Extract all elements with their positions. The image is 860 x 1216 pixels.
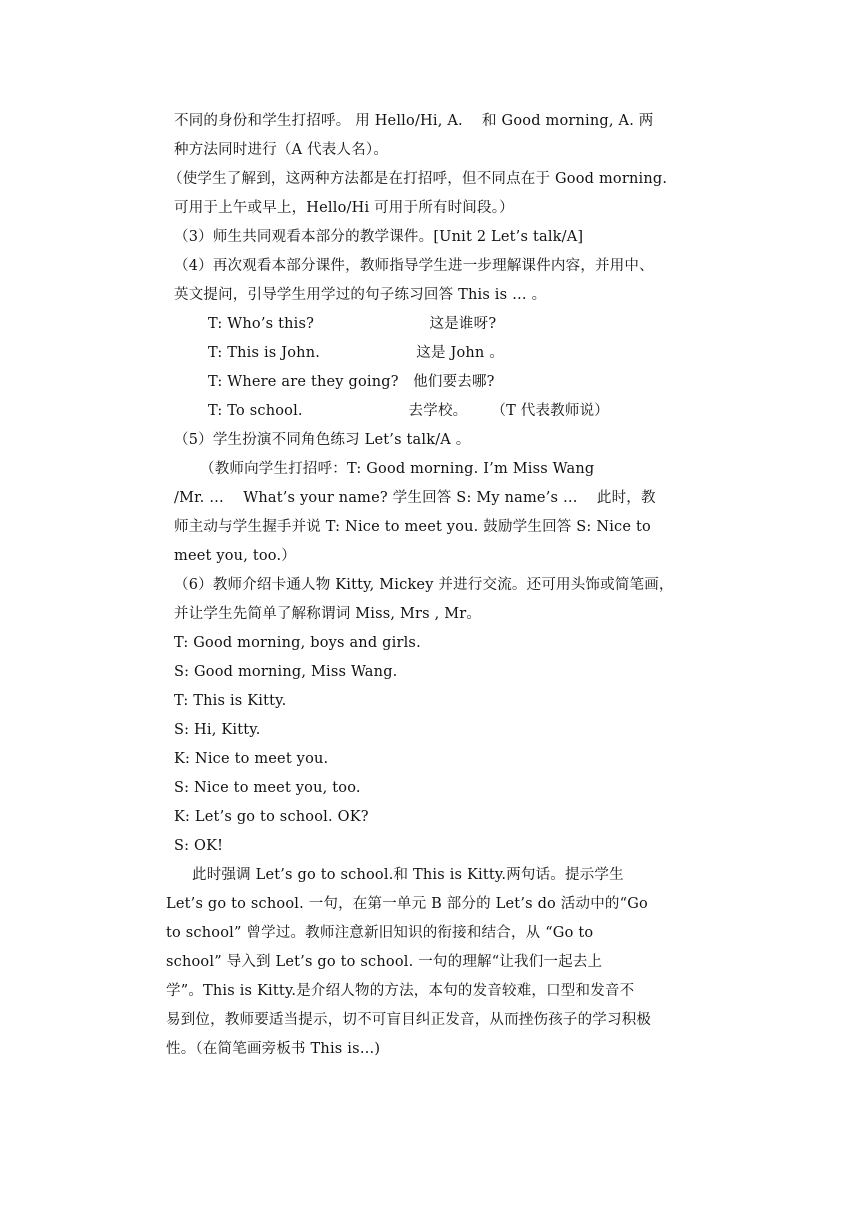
text-line: （教师向学生打招呼：T: Good morning. I’m Miss Wang <box>200 461 595 477</box>
dialogue-line: K: Let’s go to school. OK? <box>174 809 369 825</box>
text-line: （4）再次观看本部分课件，教师指导学生进一步理解课件内容，并用中、 <box>174 258 654 274</box>
dialogue-line: K: Nice to meet you. <box>174 751 329 767</box>
text-line: （使学生了解到，这两种方法都是在打招呼，但不同点在于 Good morning. <box>168 171 668 187</box>
text-line: 并让学生先简单了解称谓词 Miss, Mrs , Mr。 <box>174 606 482 622</box>
dialogue-line: T: Where are they going? 他们要去哪? <box>208 374 495 390</box>
dialogue-line: S: Hi, Kitty. <box>174 722 261 738</box>
text-line: 英文提问，引导学生用学过的句子练习回答 This is … 。 <box>174 287 547 303</box>
text-line: 学”。This is Kitty.是介绍人物的方法，本句的发音较难，口型和发音不 <box>166 983 635 999</box>
text-line: 可用于上午或早上，Hello/Hi 可用于所有时间段。） <box>174 200 514 216</box>
text-line: （3）师生共同观看本部分的教学课件。[Unit 2 Let’s talk/A] <box>174 229 584 245</box>
text-line: to school” 曾学过。教师注意新旧知识的衔接和结合，从 “Go to <box>166 925 594 941</box>
text-line: （6）教师介绍卡通人物 Kitty, Mickey 并进行交流。还可用头饰或简笔画， <box>174 577 674 593</box>
text-line: 种方法同时进行（A 代表人名）。 <box>174 142 389 158</box>
text-line: meet you, too.） <box>174 548 296 564</box>
text-line: 师主动与学生握手并说 T: Nice to meet you. 鼓励学生回答 S: Nice to <box>174 519 651 535</box>
text-line: （5）学生扮演不同角色练习 Let’s talk/A 。 <box>174 432 471 448</box>
text-line: 不同的身份和学生打招呼。 用 Hello/Hi, A. 和 Good morning, A. 两 <box>174 113 654 129</box>
text-line: school” 导入到 Let’s go to school. 一句的理解“让我们一起去上 <box>166 954 603 970</box>
text-line: 性。（在简笔画旁板书 This is…) <box>166 1041 381 1057</box>
dialogue-line: T: This is Kitty. <box>174 693 287 709</box>
dialogue-line: T: To school. 去学校。 （T 代表教师说） <box>208 403 609 419</box>
dialogue-line: S: Nice to meet you, too. <box>174 780 361 796</box>
text-line: /Mr. … What’s your name? 学生回答 S: My name’s … 此时，教 <box>174 490 656 506</box>
text-line: 易到位，教师要适当提示，切不可盲目纠正发音，从而挫伤孩子的学习积极 <box>166 1012 652 1028</box>
dialogue-line: T: Good morning, boys and girls. <box>174 635 421 651</box>
dialogue-line: S: Good morning, Miss Wang. <box>174 664 398 680</box>
text-line: Let’s go to school. 一句，在第一单元 B 部分的 Let’s do 活动中的“Go <box>166 896 648 912</box>
dialogue-line: T: This is John. 这是 John 。 <box>208 345 504 361</box>
dialogue-line: S: OK! <box>174 838 224 854</box>
text-line: 此时强调 Let’s go to school.和 This is Kitty.两句话。提示学生 <box>192 867 624 883</box>
dialogue-line: T: Who’s this? 这是谁呀? <box>208 316 497 332</box>
